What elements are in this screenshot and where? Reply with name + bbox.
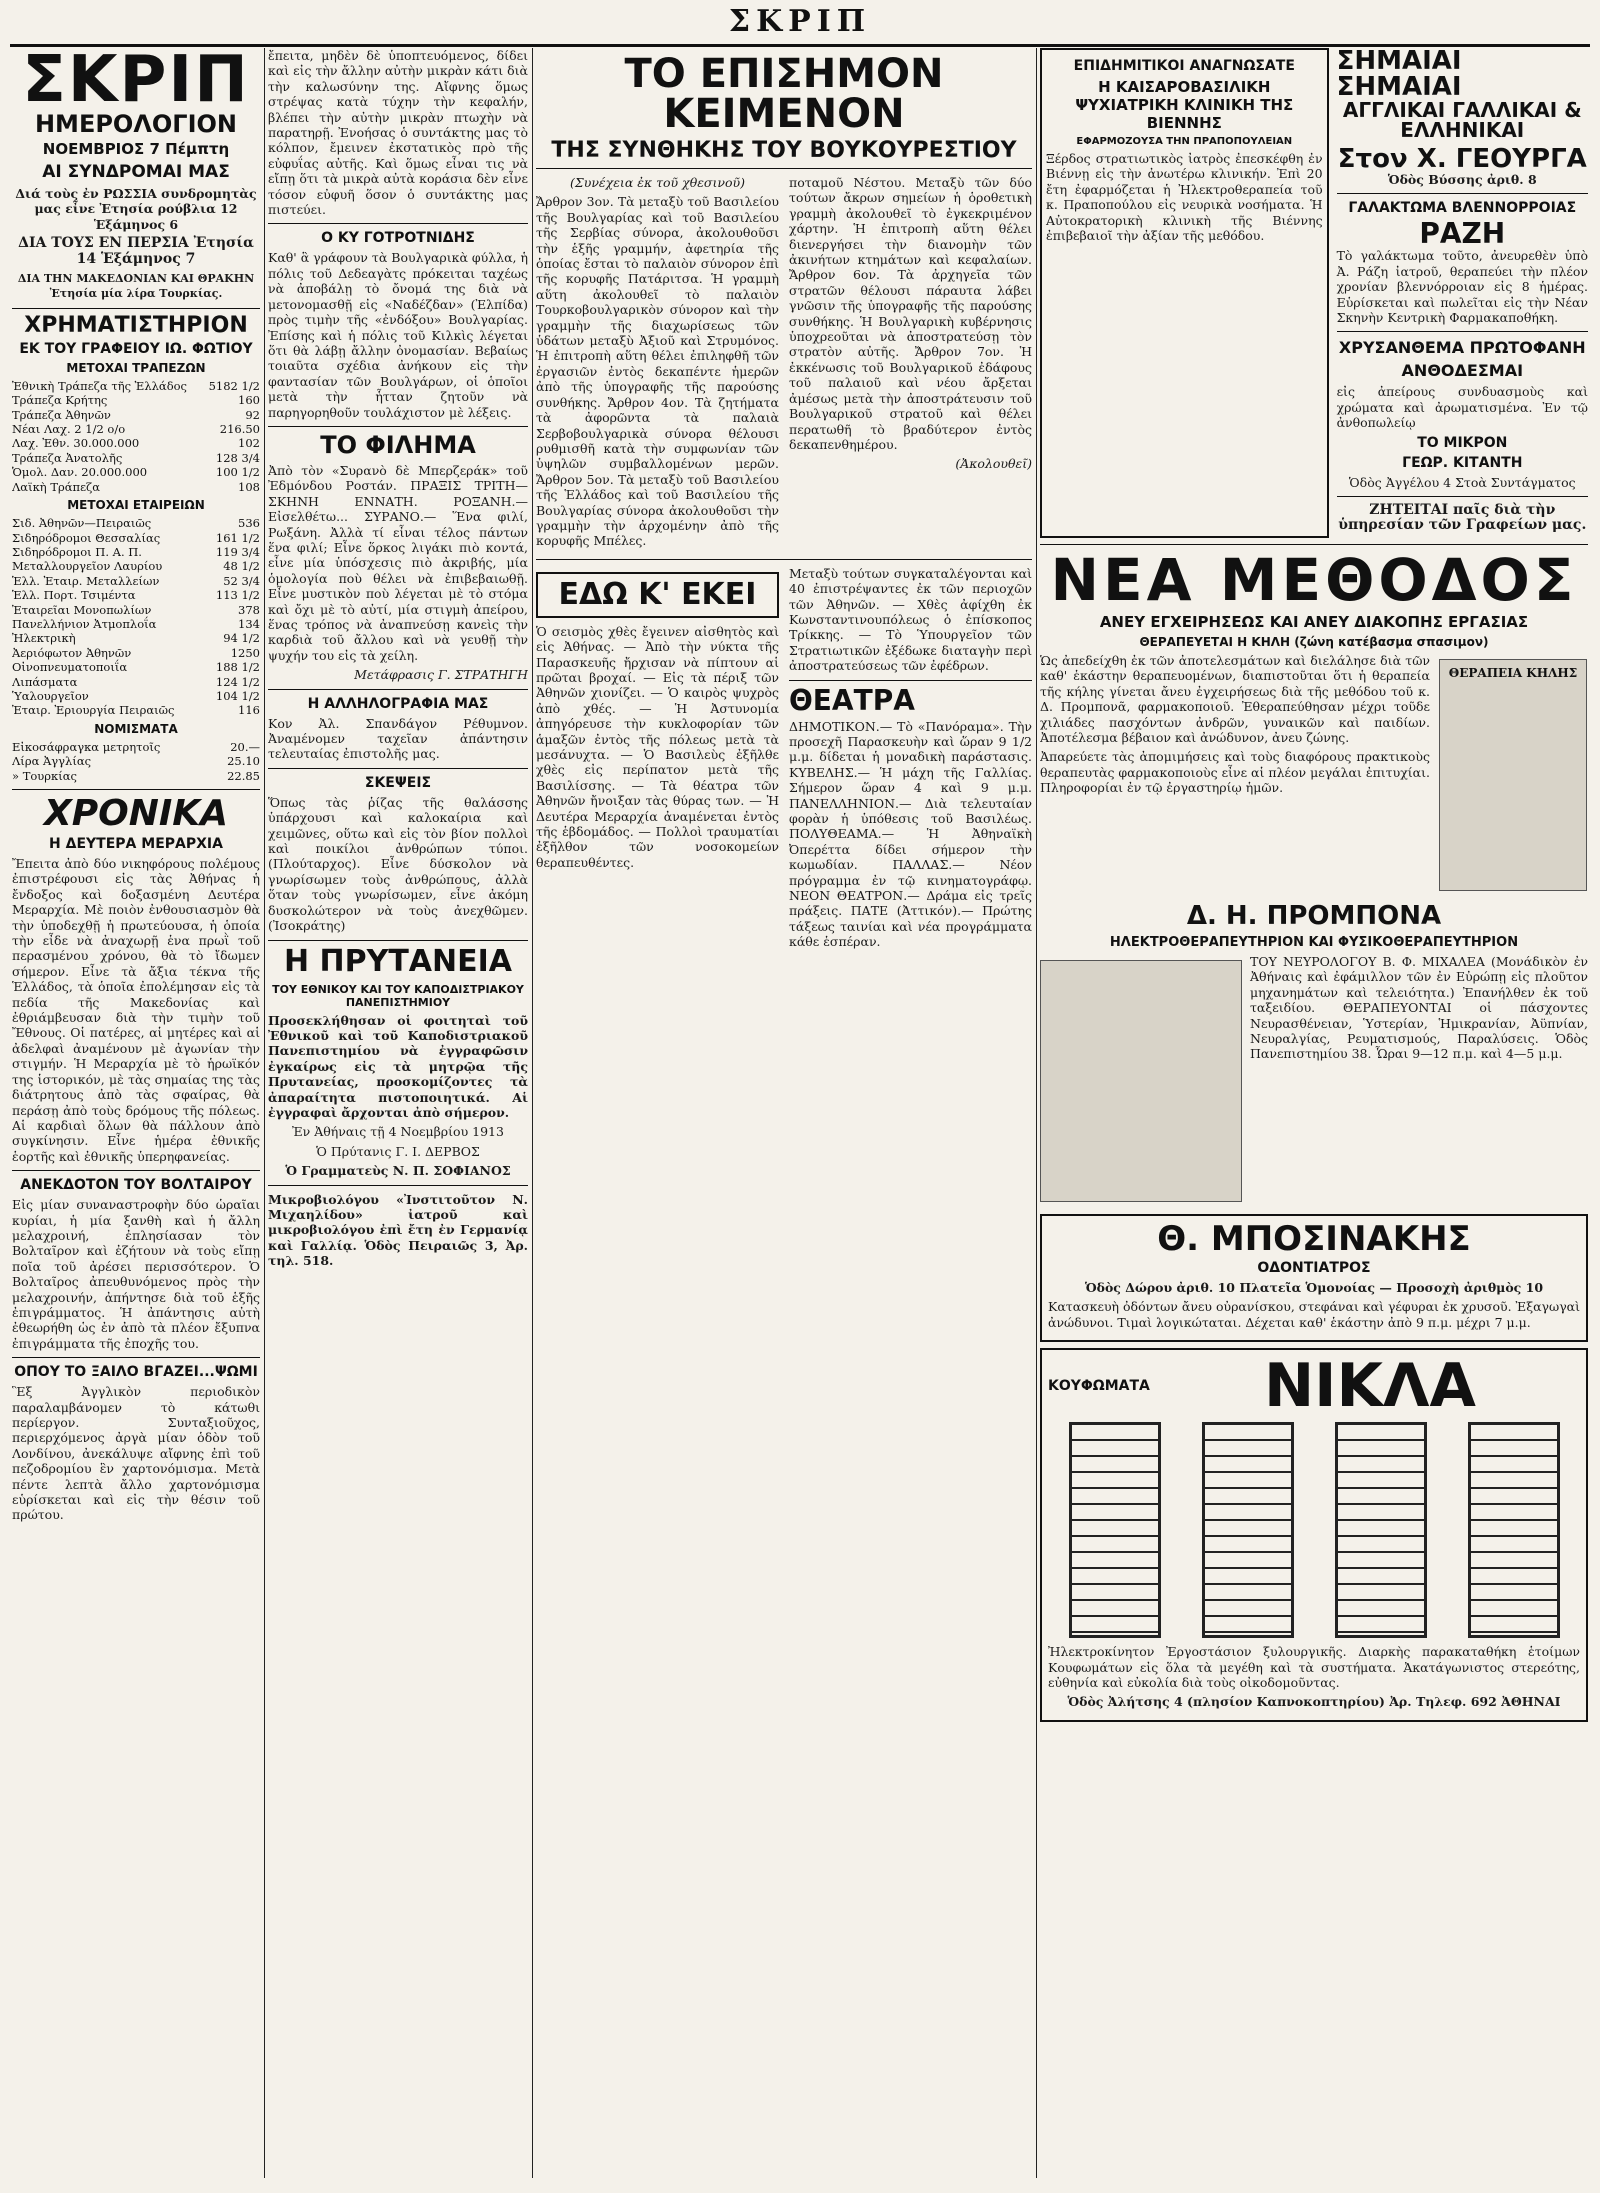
top-ads: [1040, 48, 1588, 538]
electro-heading: ΗΛΕΚΤΡΟΘΕΡΑΠΕΥΤΗΡΙΟΝ ΚΑΙ ΦΥΣΙΚΟΘΕΡΑΠΕΥΤΗΡΙΟΝ: [1109, 934, 1519, 950]
row-value: 119 3/4: [215, 544, 260, 559]
column-divider: [264, 48, 265, 2178]
chrys-subheading: ΑΝΘΟΔΕΣΜΑΙ: [1401, 361, 1524, 381]
chrys-address: Ὁδὸς Ἀγγέλου 4 Στοὰ Συντάγματος: [1348, 474, 1576, 490]
main-text-right: ποταμοῦ Νέστου. Μεταξὺ τῶν δύο τούτων ἄκρων σημείων ἡ ὁροθετικὴ γραμμὴ ἀκολουθεῖ τὸ ἐγκεκριμένον χάρτην. Ἡ ἐπιτροπὴ αὕτη θέλει διενεργήσει τὴν διανομὴν τῶν ἀκινήτων κτημάτων καὶ κεφαλαίων. Ἄρθρον 6ον. Τὰ ἀρχηγεῖα τῶν στρατῶν θέλουσι πάραυτα λάβει γνῶσιν τῆς ὑπογραφῆς τῆς παρούσης συνθήκης. Ἡ Βουλγαρικὴ κυβέρνησις ὑποχρεοῦται νὰ ἀποστρατεύσῃ τὸν στρατὸν αὐτῆς. Ἄρθρον 7ον. Ἡ ἐκκένωσις τοῦ Βουλγαρικοῦ ἐδάφους τοῦ παλαιοῦ καὶ νέου ἄρξεται ἀμέσως μετὰ τὴν ἀποστράτευσιν τοῦ Βουλγαρικοῦ στρατοῦ καὶ θέλει περατωθῆ τὸ βραδύτερον ἐντὸς δεκαπενθημέρου.: [789, 175, 1032, 452]
dentist-text: Κατασκευὴ ὀδόντων ἄνευ οὐρανίσκου, στεφάναι καὶ γέφυραι ἐκ χρυσοῦ. Ἐξαγωγαὶ ἀνώδυνοι. Τιμαὶ λογικώταται. Δέχεται καθ' ἑκάστην ἀπὸ 9 π.μ. μέχρι 7 μ.μ.: [1048, 1299, 1581, 1330]
row-value: 161 1/2: [215, 530, 260, 545]
table-row: [12, 408, 260, 422]
dentist-title: ΟΔΟΝΤΙΑΤΡΟΣ: [1257, 1259, 1371, 1276]
row-label: Σιδηρόδρομοι Θεσσαλίας: [12, 530, 161, 545]
clinic-heading: ΕΠΙΔΗΜΙΤΙΚΟΙ ΑΝΑΓΝΩΣΑΤΕ: [1073, 58, 1295, 74]
column-1: [12, 48, 260, 2178]
chronicle-heading: ΧΡΟΝΙΚΑ: [43, 793, 229, 834]
kiss-heading: ΤΟ ΦΙΛΗΜΑ: [320, 430, 476, 459]
table-row: [12, 740, 260, 754]
main-article: [536, 175, 1032, 553]
row-label: Πανελλήνιον Ἀτμοπλοΐα: [12, 616, 157, 631]
separator: [536, 168, 1032, 169]
row-label: Μεταλλουργεῖον Λαυρίου: [12, 559, 163, 574]
separator: [268, 1185, 528, 1186]
companies-table: [12, 516, 260, 718]
row-label: Λίρα Ἀγγλίας: [12, 754, 92, 769]
voltaire-text: Εἰς μίαν συναναστροφὴν δύο ὡραῖαι κυρίαι, ἡ μία ξανθὴ καὶ ἡ ἄλλη μελαχροινή, ἐπλησίασαν τὸν Βολταῖρον καὶ ἐζήτουν νὰ τοὺς εἴπῃ ποῖα τοῦ ἀρέσει περισσότερον. Ὁ Βολταῖρος ἀπευθυνόμενος πρὸς τὴν μελαχροινήν, ἀπήντησε διὰ τοῦ ἑξῆς ἐπιγράμματος. Ἡ ἀπάντησις αὐτὴ ἐθεωρήθη ὡς ἐν ἀπὸ τὰ πλέον ἔξυπνα ἐπιγράμματα τῆς ἐποχῆς του.: [12, 1197, 260, 1351]
separator: [268, 689, 528, 690]
door-icon: [1202, 1422, 1294, 1638]
chrys-owner: ΓΕΩΡ. ΚΙΤΑΝΤΗ: [1402, 454, 1523, 471]
nikla-text: Ἠλεκτροκίνητον Ἐργοστάσιον ξυλουργικῆς. Διαρκὴς παρακαταθήκη ἑτοίμων Κουφωμάτων εἰς ὅλα τὰ μεγέθη καὶ τὰ συστήματα. Ἀκατάγωνιστος στερεότης, εὐθηνία καὶ εὐκολία διὰ τοὺς οἰκοδομοῦντας.: [1048, 1644, 1580, 1690]
row-value: 104 1/2: [215, 688, 260, 703]
method-text-2: Ἀπαρεύετε τὰς ἀπομιμήσεις καὶ τοὺς διαφόρους πρακτικοὺς θεραπευτὰς φαρμακοποιοὺς εἶνε αἱ πλέον μεγάλαι ἐπιτυχίαι. Πληροφορίαι ἐν τῷ ἐργαστηρίῳ ἡμῶν.: [1040, 749, 1430, 796]
currency-heading: ΝΟΜΙΣΜΑΤΑ: [94, 721, 178, 736]
table-row: [12, 451, 260, 465]
prytany-signed: Ὁ Πρύτανις Γ. Ι. ΔΕΡΒΟΣ: [316, 1143, 480, 1159]
kouf-label: ΚΟΥΦΩΜΑΤΑ: [1048, 1378, 1150, 1395]
separator: [12, 1170, 260, 1171]
gotrot-text: Καθ' ἃ γράφουν τὰ Βουλγαρικὰ φύλλα, ἡ πόλις τοῦ Δεδεαγὰτς πρόκειται ταχέως νὰ ἀποβάλῃ τὸ ὄνομά της διὰ νὰ μετονομασθῇ εἰς «Ναδέζδαν» (Ἐλπίδα) πρὸς τιμὴν τῆς «ἐνδόξου» Βουλγαρίας. Ἐπίσης καὶ ἡ πόλις τοῦ Κιλκὶς λέγεται ὅτι θὰ λάβῃ ἄλλην ὀνομασίαν. Βεβαίως τοιαῦτα σχέδια ἀνήκουν εἰς τὴν φαντασίαν τῶν Βουλγάρων, οἱ ὁποῖοι μετὰ τὴν ἧτταν ζητοῦν νὰ παρηγορηθοῦν τουλάχιστον μὲ λέξεις.: [268, 250, 528, 420]
table-row: [12, 703, 260, 717]
table-row: [12, 646, 260, 660]
flags-shop: Στον Χ. ΓΕΟΥΡΓΑ: [1337, 144, 1587, 174]
main-subheading: ΤΗΣ ΣΥΝΘΗΚΗΣ ΤΟΥ ΒΟΥΚΟΥΡΕΣΤΙΟΥ: [551, 138, 1017, 163]
row-value: 94 1/2: [223, 631, 260, 646]
table-row: [12, 480, 260, 494]
flags-address: Ὁδὸς Βύσσης ἀριθ. 8: [1387, 172, 1537, 187]
doctor-ad: Μικροβιολόγου «Ἰνστιτοῦτον Ν. Μιχαηλίδου» ἰατροῦ καὶ μικροβιολόγου ἐπὶ ἔτη ἐν Γερμανίᾳ καὶ Γαλλίᾳ. Ὁδὸς Πειραιῶς 3, Ἀρ. τηλ. 518.: [268, 1191, 528, 1269]
row-label: Ἐταιρεῖαι Μονοπωλίων: [12, 602, 152, 617]
currency-table: [12, 740, 260, 783]
kiss-author: Μετάφρασις Γ. ΣΤΡΑΤΗΓΗ: [354, 667, 528, 683]
separator: [12, 789, 260, 790]
letters-heading: Η ΑΛΛΗΛΟΓΡΑΦΙΑ ΜΑΣ: [307, 695, 489, 712]
dentist-address: Ὁδὸς Δώρου ἀριθ. 10 Πλατεῖα Ὁμονοίας — Προσοχὴ ἀριθμὸς 10: [1084, 1279, 1544, 1295]
main-continued: (Συνέχεια ἐκ τοῦ χθεσινοῦ): [570, 175, 745, 190]
row-label: Λαϊκὴ Τράπεζα: [12, 479, 101, 494]
dentist-name: Θ. ΜΠΟΣΙΝΑΚΗΣ: [1157, 1218, 1471, 1259]
doors-illustration: [1048, 1422, 1580, 1638]
prytany-subheading: ΤΟΥ ΕΘΝΙΚΟΥ ΚΑΙ ΤΟΥ ΚΑΠΟΔΙΣΤΡΙΑΚΟΥ ΠΑΝΕΠΙΣΤΗΜΙΟΥ: [272, 982, 524, 1009]
paper-subtitle: ΗΜΕΡΟΛΟΓΙΟΝ: [34, 110, 238, 138]
chrys-shop: ΤΟ ΜΙΚΡΟΝ: [1417, 434, 1508, 451]
machine-illustration: [1040, 960, 1242, 1202]
row-value: 48 1/2: [223, 559, 260, 574]
column-2: [268, 48, 528, 2178]
main-text-left: Ἄρθρον 3ον. Τὰ μεταξὺ τοῦ Βασιλείου τῆς Βουλγαρίας καὶ τοῦ Βασιλείου τῆς Σερβίας σύνορα, ἀκολουθοῦσι τὴν ἑξῆς γραμμήν, ἀφετηρία τῆς ὁποίας ἔσται τὸ παλαιὸν σύνορον ἐπὶ τῆς κορυφῆς Πατάριτσα. Ἡ γραμμὴ αὕτη ἀκολουθεῖ τὸ παλαιὸν Τουρκοβουλγαρικὸν σύνορον καὶ τὴν γραμμὴν τῆς διαχωρίσεως τῶν ὑδάτων μεταξὺ Ἀξιοῦ καὶ Στρυμόνος. Ἡ ἐπιτροπὴ αὕτη θέλει ἐπιληφθῆ τῶν ἐργασιῶν ἐντὸς δεκαπέντε ἡμερῶν ἀπὸ τῆς ὑπογραφῆς τῆς παρούσης συνθήκης. Ἄρθρον 4ον. Τὰ ζητήματα τὰ ἀφορῶντα τὰ παλαιὰ Σερβοβουλγαρικὰ σύνορα θέλουσι ρυθμισθῆ κατὰ τὴν συμφωνίαν τῶν ὑψηλῶν συμβαλλομένων μερῶν. Ἄρθρον 5ον. Τὰ μεταξὺ τοῦ Βασιλείου τῆς Ἑλλάδος καὶ τοῦ Βασιλείου τῆς Βουλγαρίας σύνορα ἀκολουθοῦσι τὴν γραμμὴν τὴν ἀρχομένην ἀπὸ τῆς κορυφῆς Μπέλες.: [536, 194, 779, 549]
clinic-text: Ξέρδος στρατιωτικὸς ἰατρὸς ἐπεσκέφθη ἐν Βιέννῃ εἰς τὴν ἀνωτέρω κλινικήν. Ἐπὶ 20 ἔτη ἐφαρμόζεται ἡ Ἠλεκτροθεραπεία τοῦ κ. Πραποπούλου εἰς νευρικὰ νοσήματα. Ἡ Αὐτοκρατορικὴ κλινικὴ τῆς Βιέννης ἐπιβεβαιοῖ τὴν ἀξίαν τῆς μεθόδου.: [1046, 151, 1323, 244]
exchange-heading: ΧΡΗΜΑΤΙΣΤΗΡΙΟΝ: [24, 312, 248, 338]
table-row: [12, 660, 260, 674]
chronicle-text: Ἔπειτα ἀπὸ δύο νικηφόρους πολέμους ἐπιστρέφουσι εἰς τὰς Ἀθήνας ἡ ἔνδοξος καὶ δοξασμένη Δευτέρα Μεραρχία. Μὲ ποιὸν ἐνθουσιασμὸν θὰ τὴν ὑποδεχθῇ ἡ πρωτεύουσα, ἡ ὁποία τὴν εἶδε νὰ ἀναχωρῇ ἑνα πρωῒ τοῦ περασμένου χρόνου, θὰ τὸ ἴδωμεν σήμερον. Εἶνε τὰ ἄξια τέκνα τῆς Ἑλλάδος, τὰ ὁποῖα ἐπολέμησαν εἰς τὰ πεδία τῆς Μακεδονίας καὶ ἐθριάμβευσαν διὰ τὴν τιμὴν τοῦ Ἔθνους. Οἱ πατέρες, αἱ μητέρες καὶ αἱ ἀδελφαὶ ἀναμένουν μὲ ἀγωνίαν τὴν στιγμήν. Ἡ Μεραρχία μὲ τὸ ἡρωϊκόν της ἱστορικόν, μὲ τὰς σημαίας της τὰς διάτρητους ἀπὸ τὰς σφαίρας, θὰ περάσῃ ἀπὸ τοὺς δρόμους τῆς πόλεως. Αἱ καρδιαὶ ὅλων θὰ πάλλουν ἀπὸ συγκίνησιν. Εἶνε ἡμέρα ἐθνικῆς ἑορτῆς καὶ ἐθνικῆς ὑπερηφανείας.: [12, 856, 260, 1164]
table-row: [12, 422, 260, 436]
row-label: Ἠλεκτρικὴ: [12, 631, 76, 646]
main-heading: ΤΟ ΕΠΙΣΗΜΟΝ ΚΕΙΜΕΝΟΝ: [624, 51, 944, 137]
row-label: Εἰκοσάφραγκα μετρητοῖς: [12, 739, 161, 754]
row-label: Ἑλλ. Ἐταιρ. Μεταλλείων: [12, 573, 160, 588]
separator: [268, 426, 528, 427]
kiss-text: Ἀπὸ τὸν «Συρανὸ δὲ Μπερζεράκ» τοῦ Ἐδμόνδου Ροστάν. ΠΡΑΞΙΣ ΤΡΙΤΗ—ΣΚΗΝΗ ΕΝΝΑΤΗ. ΡΟΞΑΝΗ.— Εἰσελθέτω... ΣΥΡΑΝΟ.— Ἕνα φιλί, Ρωξάνη. Ἀλλὰ τί εἶναι τέλος πάντων ἕνα φιλί; Εἶνε ὅρκος λιγάκι πιὸ κοντά, εἶνε μία ὑπόσχεσις πιὸ ἀκριβής, μία ὁμολογία ποὺ θέλει νὰ ἐπιβεβαιωθῇ. Εἶνε μυστικὸν ποὺ λέγεται μὲ τὸ στόμα καὶ ὄχι μὲ τὸ αὐτί, μία στιγμὴ ἀπείρου, ἕνας τρόπος νὰ ἀναπνεύσῃ κανεὶς τὴν καρδιὰ τοῦ ἄλλου καὶ νὰ γευθῇ τὴν ψυχήν του εἰς τὰ χείλη.: [268, 462, 528, 663]
table-row: [12, 379, 260, 393]
theatre-heading: ΘΕΑΤΡΑ: [789, 683, 915, 717]
table-row: [12, 574, 260, 588]
row-label: Ὑαλουργεῖον: [12, 688, 89, 703]
separator: [1337, 193, 1588, 194]
column-divider: [1036, 48, 1037, 2178]
gotrot-heading: Ο ΚΥ ΓΟΤΡΟΤΝΙΔΗΣ: [321, 230, 475, 247]
method-text: Ὡς ἀπεδείχθη ἐκ τῶν ἀποτελεσμάτων καὶ διελάλησε διὰ τῶν καθ' ἑκάστην θεραπευομένων, διαπιστοῦται ὅτι ἡ θεραπεία τῆς κήλης γίνεται ἄνευ ἐγχειρήσεως διὰ τῆς μεθόδου τοῦ κ. Δ. Προμπονᾶ, φαρμακοποιοῦ. Ἐθεραπεύθησαν μέχρι τοῦδε χιλιάδες πασχόντων ἀνδρῶν, γυναικῶν καὶ παιδίων. Ἀποτέλεσμα βέβαιον καὶ ἀνώδυνον, ἀνευ ζώνης.: [1040, 652, 1430, 745]
mid-text: Μεταξὺ τούτων συγκαταλέγονται καὶ 40 ἐπιστρέψαντες ἐκ τῶν περιοχῶν τῶν Ἀθηνῶν. — Χθὲς ἀφίχθη ἐκ Κωνσταντινουπόλεως ὁ ἐπίσκοπος Τρίκκης. — Τὸ Ὑπουργεῖον τῶν Στρατιωτικῶν ἐξέδωκε διαταγὴν περὶ ἀποστρατεύσεως τῶν ἐφέδρων.: [789, 565, 1032, 674]
row-value: 5182 1/2: [208, 378, 260, 393]
table-row: [12, 588, 260, 602]
nikla-address: Ὁδὸς Ἀλήτσης 4 (πλησίον Καπνοκοπτηρίου) Ἀρ. Τηλεφ. 692 ἈΘΗΝΑΙ: [1067, 1694, 1561, 1710]
prytany-date: Ἐν Ἀθήναις τῇ 4 Νοεμβρίου 1913: [292, 1124, 504, 1140]
separator: [1337, 496, 1588, 497]
right-small-ads: [1337, 48, 1588, 538]
row-value: 92: [245, 407, 260, 422]
date-line: ΝΟΕΜΒΡΙΟΣ 7 Πέμπτη: [42, 140, 230, 158]
dentist-ad: [1040, 1214, 1588, 1342]
banks-table: [12, 379, 260, 494]
companies-heading: ΜΕΤΟΧΑΙ ΕΤΑΙΡΕΙΩΝ: [67, 498, 205, 513]
row-label: Ὁμολ. Δαν. 20.000.000: [12, 465, 148, 480]
row-value: 108: [238, 479, 260, 494]
old-heading: ΟΠΟΥ ΤΟ ΞΑΙΛΟ ΒΓΑΖΕΙ...ΨΩΜΙ: [14, 1364, 258, 1381]
row-label: Τράπεζα Ἀνατολῆς: [12, 450, 123, 465]
top-rule: [10, 44, 1590, 47]
row-label: Ἐταιρ. Ἐριουργία Πειραιῶς: [12, 703, 175, 718]
paper-title: ΣΚΡΙΠ: [22, 48, 250, 117]
nikla-header: [1048, 1351, 1580, 1422]
table-row: [12, 631, 260, 645]
row-value: 22.85: [227, 768, 260, 783]
voltaire-heading: ΑΝΕΚΔΟΤΟΝ ΤΟΥ ΒΟΛΤΑΙΡΟΥ: [20, 1177, 252, 1194]
separator: [789, 680, 1032, 681]
row-value: 113 1/2: [215, 588, 260, 603]
separator: [1337, 331, 1588, 332]
row-value: 100 1/2: [215, 465, 260, 480]
chronicle-subheading: Η ΔΕΥΤΕΡΑ ΜΕΡΑΡΧΙΑ: [49, 836, 223, 852]
separator: [268, 940, 528, 941]
row-label: Ἀεριόφωτον Ἀθηνῶν: [12, 645, 132, 660]
chrys-heading: ΧΡΥΣΑΝΘΕΜΑ ΠΡΩΤΟΦΑΝΗ: [1338, 338, 1586, 358]
electro-text: ΤΟΥ ΝΕΥΡΟΛΟΓΟΥ Β. Φ. ΜΙΧΑΛΕΑ (Μονάδικὸν ἐν Ἀθήναις καὶ ἐφάμιλλον τῶν ἐν Εὐρώπῃ εἰς πλοῦτον μηχανημάτων καὶ τελειότητα.) Ἐπανήλθεν ἐκ τοῦ ταξειδίου. ΘΕΡΑΠΕΥΟΝΤΑΙ οἱ πάσχοντες Νευρασθένειαν, Ὑστερίαν, Ἡμικρανίαν, Ἀϋπνίαν, Νευραλγίας, Ρευματισμούς, Παραλύσεις. Ὁδὸς Πανεπιστημίου 38. Ὧραι 9—12 π.μ. καὶ 4—5 μ.μ.: [1250, 953, 1588, 1062]
flags-subheading: ΑΓΓΛΙΚΑΙ ΓΑΛΛΙΚΑΙ & ΕΛΛΗΝΙΚΑΙ: [1342, 98, 1582, 142]
door-icon: [1069, 1422, 1161, 1638]
method-body: [1040, 653, 1588, 897]
door-icon: [1468, 1422, 1560, 1638]
row-label: Σιδ. Ἀθηνῶν—Πειραιῶς: [12, 516, 152, 531]
row-value: 20.—: [230, 739, 260, 754]
row-label: Τράπεζα Κρήτης: [12, 393, 108, 408]
prytany-text: Προσεκλήθησαν οἱ φοιτηταὶ τοῦ Ἐθνικοῦ καὶ τοῦ Καποδιστριακοῦ Πανεπιστημίου νὰ ἐγγραφῶσιν ἐγκαίρως εἰς τὰ μητρῷα τῆς Πρυτανείας, προσκομίζοντες τὰ ἀπαραίτητα πιστοποιητικά. Αἱ ἐγγραφαὶ ἄρχονται ἀπὸ σήμερον.: [268, 1012, 528, 1120]
row-label: Σιδηρόδρομοι Π. Α. Π.: [12, 544, 142, 559]
door-icon: [1335, 1422, 1427, 1638]
table-row: [12, 617, 260, 631]
table-row: [12, 531, 260, 545]
prytany-heading: Η ΠΡΥΤΑΝΕΙΑ: [283, 943, 513, 979]
theatre-text: ΔΗΜΟΤΙΚΟΝ.— Τὸ «Πανόραμα». Τὴν προσεχῆ Παρασκευὴν καὶ ὥραν 9 1/2 μ.μ. δίδεται ἡ μοναδικὴ παράστασις. ΚΥΒΕΛΗΣ.— Ἡ μάχη τῆς Γαλλίας. Σήμερον ὥραν 4 καὶ 9 μ.μ. ΠΑΝΕΛΛΗΝΙΟΝ.— Διὰ τελευταίαν φορὰν ἡ ὑπόθεσις τοῦ Βασιλέως. ΠΟΛΥΘΕΑΜΑ.— Ἡ Ἀθηναϊκὴ Ὀπερέττα δίδει σήμερον τὴν κωμωδίαν. ΠΑΛΛΑΣ.— Νέον πρόγραμμα ἐν τῷ κινηματογράφῳ. ΝΕΟΝ ΘΕΑΤΡΟΝ.— Δράμα εἰς τρεῖς πράξεις. ΠΑΤΕ (Ἀττικόν).— Πρώτης τάξεως ταινίαι καὶ νέα προγράμματα κάθε ἑσπέραν.: [789, 718, 1032, 950]
row-value: 536: [238, 516, 260, 531]
milk-name: ΡΑΖΗ: [1419, 217, 1506, 251]
row-value: 216.50: [219, 422, 260, 437]
table-row: [12, 754, 260, 768]
table-row: [12, 393, 260, 407]
main-follow: (Ἀκολουθεῖ): [955, 456, 1032, 472]
separator: [268, 768, 528, 769]
subscriptions-heading: ΑΙ ΣΥΝΔΡΟΜΑΙ ΜΑΣ: [42, 162, 230, 182]
prytany-clerk: Ὁ Γραμματεὺς Ν. Π. ΣΟΦΙΑΝΟΣ: [285, 1163, 511, 1179]
separator: [12, 1357, 260, 1358]
clinic-subheading-2: ΕΦΑΡΜΟΖΟΥΣΑ ΤΗΝ ΠΡΑΠΟΠΟΥΛΕΙΑΝ: [1076, 136, 1293, 147]
subscriptions-macedonia: ΔΙΑ ΤΗΝ ΜΑΚΕΔΟΝΙΑΝ ΚΑΙ ΘΡΑΚΗΝ Ἐτησία μία λίρα Τουρκίας.: [17, 272, 255, 301]
row-label: Τράπεζα Ἀθηνῶν: [12, 407, 111, 422]
row-value: 134: [238, 616, 260, 631]
table-row: [12, 675, 260, 689]
table-row: [12, 689, 260, 703]
intro-text: ἔπειτα, μηδὲν δὲ ὑποπτευόμενος, δίδει καὶ εἰς τὴν ἄλλην αὐτὴν μικρὰν κάτι διὰ τὴν καλωσύνην της. Αἴφνης ὅμως στρέψας κατὰ τύχην τὴν κεφαλήν, βλέπει τὴν αὐτὴν μικρὰν πτωχὴν νὰ παρατηρῇ. Ἐνοήσας ὁ συντάκτης μας τὸ κόλπον, ἔμεινεν ἐκστατικὸς πρὸ τῆς εὐφυΐας αὐτῆς. Καὶ ὅμως εἶναι τις νὰ εἴπῃ ὅτι τὰ μικρὰ αὐτὰ κοράσια δὲν εἶνε τόσον εὐφυῆ ὅσον ὁ συντάκτης μας πιστεύει.: [268, 48, 528, 218]
subscriptions-persia: ΔΙΑ ΤΟΥΣ ΕΝ ΠΕΡΣΙΑ Ἐτησία 14 Ἑξάμηνος 7: [18, 235, 254, 267]
table-row: [12, 603, 260, 617]
exchange-subheading: ΕΚ ΤΟΥ ΓΡΑΦΕΙΟΥ ΙΩ. ΦΩΤΙΟΥ: [19, 340, 253, 357]
row-label: » Τουρκίας: [12, 768, 77, 783]
column-4: [1040, 48, 1588, 2178]
nikla-heading: ΝΙΚΛΑ: [1263, 1351, 1476, 1422]
here-text: Ὁ σεισμὸς χθὲς ἔγεινεν αἰσθητὸς καὶ εἰς Ἀθήνας. — Ἀπὸ τὴν νύκτα τῆς Παρασκευῆς ἤρχισαν νὰ πίπτουν αἱ πρῶται βροχαί. — Εἰς τὰ πέριξ τῶν Ἀθηνῶν χιονίζει. — Ὁ καιρὸς ψυχρὸς ἀπὸ χθές. — Ἡ Ἀστυνομία ἀπηγόρευσε τὴν κυκλοφορίαν τῶν ἁμαξῶν ἐντὸς τῆς πόλεως μετὰ τὰ μεσάνυχτα. — Ὁ Βασιλεὺς ἐξῆλθε χθὲς εἰς περίπατον μετὰ τῆς Βασιλίσσης. — Τὰ θέατρα τῶν Ἀθηνῶν ἤνοιξαν τὰς θύρας των. — Ἡ Δευτέρα Μεραρχία ἀναμένεται ἐντὸς τῆς ἑβδομάδος. — Πολλοὶ τραυματίαι ἐξῆλθον τῶν νοσοκομείων θεραπευθέντες.: [536, 623, 779, 870]
wanted-ad: ΖΗΤΕΙΤΑΙ παῖς διὰ τὴν ὑπηρεσίαν τῶν Γραφείων μας.: [1338, 502, 1587, 534]
here-heading: ΕΔΩ Κ' ΕΚΕΙ: [536, 572, 779, 618]
flags-heading: ΣΗΜΑΙΑΙ ΣΗΜΑΙΑΙ: [1336, 48, 1462, 102]
table-row: [12, 559, 260, 573]
hernia-label: ΘΕΡΑΠΕΙΑ ΚΗΛΗΣ: [1448, 665, 1578, 680]
row-label: Λαχ. Ἐθν. 30.000.000: [12, 436, 140, 451]
method-shop: Δ. Η. ΠΡΟΜΠΟΝΑ: [1186, 900, 1442, 931]
hernia-illustration: [1439, 659, 1587, 891]
milk-text: Τὸ γαλάκτωμα τοῦτο, ἀνευρεθὲν ὑπὸ Ἀ. Ράζη ἰατροῦ, θεραπεύει τὴν πλέον χρονίαν βλεννόρροιαν εἰς 8 ἡμέρας. Εὑρίσκεται καὶ πωλεῖται εἰς τὴν Νέαν Σκηνὴν Κεντρικὴ Φαρμακαποθήκη.: [1336, 248, 1588, 326]
row-value: 128 3/4: [215, 450, 260, 465]
row-value: 160: [238, 393, 260, 408]
row-label: Ἑλλ. Πορτ. Τσιμέντα: [12, 588, 136, 603]
method-subheading: ΑΝΕΥ ΕΓΧΕΙΡΗΣΕΩΣ ΚΑΙ ΑΝΕΥ ΔΙΑΚΟΠΗΣ ΕΡΓΑΣΙΑΣ: [1099, 612, 1529, 631]
row-label: Νέαι Λαχ. 2 1/2 ο/ο: [12, 422, 126, 437]
nikla-ad: [1040, 1348, 1588, 1722]
row-value: 25.10: [227, 754, 260, 769]
column-3: [536, 48, 1032, 2178]
separator: [1040, 544, 1588, 545]
chrys-text: εἰς ἀπείρους συνδυασμοὺς καὶ χρώματα καὶ ἀρωματισμένα. Ἐν τῷ ἀνθοπωλείῳ: [1336, 384, 1588, 431]
table-row: [12, 465, 260, 479]
separator: [268, 223, 528, 224]
lower-section: [536, 566, 1032, 954]
separator: [536, 559, 1032, 560]
milk-heading: ΓΑΛΑΚΤΩΜΑ ΒΛΕΝΝΟΡΡΟΙΑΣ: [1348, 200, 1577, 217]
table-row: [12, 545, 260, 559]
row-label: Οἰνοπνευματοποιΐα: [12, 660, 128, 675]
separator: [12, 308, 260, 309]
row-value: 124 1/2: [215, 674, 260, 689]
thoughts-heading: ΣΚΕΨΕΙΣ: [364, 774, 432, 791]
column-divider: [532, 48, 533, 2178]
electro-body: [1040, 954, 1588, 1208]
table-row: [12, 516, 260, 530]
old-text: Ἓξ Ἀγγλικὸν περιοδικὸν παραλαμβάνομεν τὸ κάτωθι περίεργον. Συνταξιοῦχος, περιερχόμενος ἀργὰ μίαν ὁδὸν τοῦ Λονδίνου, ἀνεκάλυψε αἴφνης ἐπὶ τοῦ πεζοδρομίου ἓν χαρτονόμισμα. Μετὰ πέντε λεπτὰ ἄλλο χαρτονόμισμα εὑρίσκεται καὶ εἰς τὴν θέσιν τοῦ πρώτου.: [12, 1384, 260, 1523]
table-row: [12, 769, 260, 783]
row-value: 188 1/2: [215, 660, 260, 675]
row-label: Λιπάσματα: [12, 674, 78, 689]
clinic-subheading: Η ΚΑΙΣΑΡΟΒΑΣΙΛΙΚΗ ΨΥΧΙΑΤΡΙΚΗ ΚΛΙΝΙΚΗ ΤΗΣ ΒΙΕΝΝΗΣ: [1075, 78, 1294, 132]
row-label: Ἐθνικὴ Τράπεζα τῆς Ἑλλάδος: [12, 378, 187, 393]
table-row: [12, 436, 260, 450]
row-value: 52 3/4: [223, 573, 260, 588]
row-value: 378: [238, 602, 260, 617]
row-value: 102: [238, 436, 260, 451]
row-value: 116: [238, 703, 260, 718]
page-name: ΣΚΡΙΠ: [728, 4, 872, 39]
clinic-ad: [1040, 48, 1329, 538]
method-subheading-2: ΘΕΡΑΠΕΥΕΤΑΙ Η ΚΗΛΗ (ζώνη κατέβασμα σπασιμον): [1139, 634, 1489, 649]
banks-heading: ΜΕΤΟΧΑΙ ΤΡΑΠΕΖΩΝ: [66, 360, 206, 375]
method-heading: ΝΕΑ ΜΕΘΟΔΟΣ: [1050, 545, 1578, 614]
letters-text: Κον Ἀλ. Σπανδάγον Ρέθυμνον. Ἀναμένομεν ταχεῖαν ἀπάντησιν τελευταίας ἐπιστολῆς μας.: [268, 715, 528, 762]
subscriptions-russia: Διά τοὺς ἐν ΡΩΣΣΙΑ συνδρομητὰς μας εἶνε Ἐτησία ρούβλια 12 Ἑξάμηνος 6: [15, 186, 257, 232]
row-value: 1250: [230, 645, 260, 660]
thoughts-text: Ὅπως τὰς ῥίζας τῆς θαλάσσης ὑπάρχουσι καὶ καλοκαίρια καὶ χειμῶνες, οὕτω καὶ εἰς τὸν βίον πολλοὶ καὶ ποικίλοι ἀνθρώπων τύποι. (Πλούταρχος). Εἶνε δύσκολον νὰ γνωρίσωμεν τοὺς ἀνθρώπους, ἀλλὰ ὅταν τοὺς γνωρίσωμεν, εἶνε ἀκόμη δυσκολώτερον νὰ τοὺς ἀνεχθῶμεν. (Ἰσοκράτης): [268, 794, 528, 934]
